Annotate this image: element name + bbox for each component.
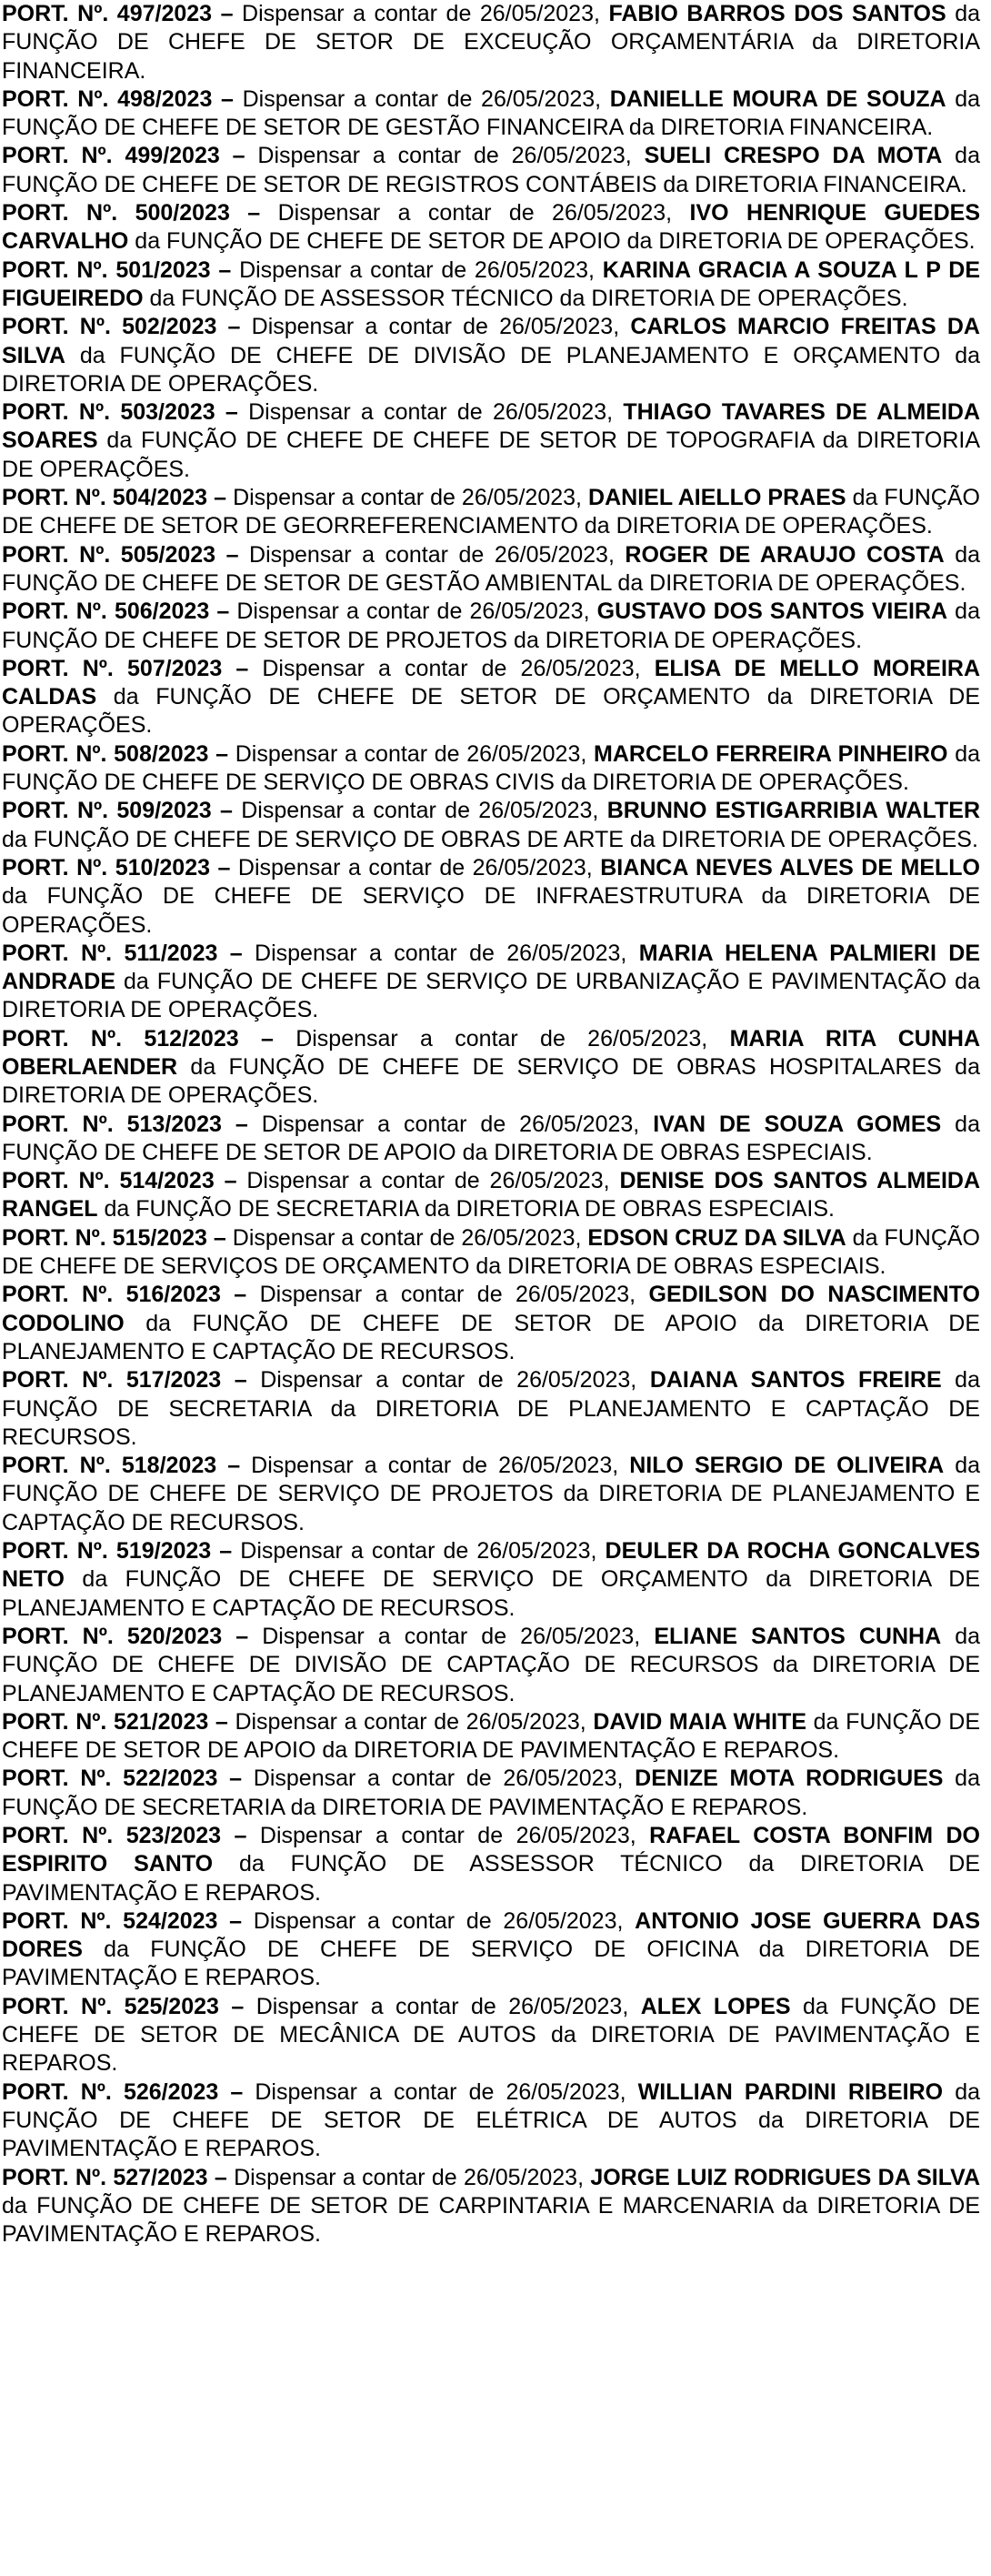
employee-name: IVO HENRIQUE GUEDES CARVALHO	[2, 200, 980, 255]
ordinance-role-text: da FUNÇÃO DE CHEFE DE SERVIÇOS DE ORÇAMENTO da DIRETORIA DE OBRAS ESPECIAIS.	[2, 1224, 981, 1280]
ordinance-number: PORT. Nº. 508/2023	[2, 740, 209, 767]
ordinance-action-text: Dispensar a contar de 26/05/2023,	[261, 1111, 654, 1137]
ordinance-role-text: da FUNÇÃO DE CHEFE DE SERVIÇO DE OBRAS CIVIS da DIRETORIA DE OPERAÇÕES.	[2, 740, 981, 796]
employee-name: DANIEL AIELLO PRAES	[588, 485, 846, 511]
ordinance-role-text: da FUNÇÃO DE CHEFE DE SERVIÇO DE INFRAESTRUTURA da DIRETORIA DE OPERAÇÕES.	[2, 883, 980, 938]
employee-name: EDSON CRUZ DA SILVA	[587, 1224, 846, 1251]
ordinance-action-text: Dispensar a contar de 26/05/2023,	[241, 798, 607, 824]
ordinance-entry	[2, 86, 980, 143]
employee-name: DENISE DOS SANTOS ALMEIDA RANGEL	[2, 1168, 981, 1223]
ordinance-role-text: da FUNÇÃO DE CHEFE DE SETOR DE PROJETOS da DIRETORIA DE OPERAÇÕES.	[2, 599, 980, 653]
ordinance-entry	[2, 1765, 980, 1822]
ordinance-number: PORT. Nº. 524/2023	[2, 1907, 218, 1934]
ordinance-entry	[2, 940, 980, 1025]
ordinance-dash: –	[214, 1168, 247, 1194]
ordinance-entry	[2, 655, 980, 740]
ordinance-role-text: da FUNÇÃO DE CHEFE DE SETOR DE APOIO da DIRETORIA DE OPERAÇÕES.	[128, 228, 976, 255]
ordinance-dash: –	[221, 1823, 260, 1848]
ordinance-entry	[2, 598, 980, 655]
ordinance-number: PORT. Nº. 522/2023	[2, 1766, 218, 1792]
employee-name: BRUNNO ESTIGARRIBIA WALTER	[606, 798, 981, 824]
ordinance-action-text: Dispensar a contar de 26/05/2023,	[249, 541, 626, 568]
ordinance-role-text: da FUNÇÃO DE CHEFE DE DIVISÃO DE PLANEJAMENTO E ORÇAMENTO da DIRETORIA DE OPERAÇÕES.	[2, 342, 980, 397]
ordinance-role-text: da FUNÇÃO DE CHEFE DE CHEFE DE SETOR DE TOPOGRAFIA da DIRETORIA DE OPERAÇÕES.	[2, 428, 980, 482]
ordinance-number: PORT. Nº. 506/2023	[2, 599, 210, 625]
employee-name: ANTONIO JOSE GUERRA DAS DORES	[2, 1907, 980, 1963]
employee-name: BIANCA NEVES ALVES DE MELLO	[600, 854, 981, 880]
ordinance-entry	[2, 854, 980, 940]
ordinance-role-text: da FUNÇÃO DE CHEFE DE SETOR DE GESTÃO FINANCEIRA da DIRETORIA FINANCEIRA.	[2, 86, 981, 141]
ordinance-entry	[2, 142, 980, 199]
ordinance-dash: –	[210, 257, 240, 283]
ordinance-number: PORT. Nº. 501/2023	[2, 257, 211, 283]
employee-name: RAFAEL COSTA BONFIM DO ESPIRITO SANTO	[2, 1823, 981, 1877]
ordinance-number: PORT. Nº. 512/2023	[2, 1025, 239, 1052]
ordinance-action-text: Dispensar a contar de 26/05/2023,	[251, 314, 631, 340]
ordinance-action-text: Dispensar a contar de 26/05/2023,	[236, 599, 597, 625]
ordinance-entry	[2, 2078, 980, 2164]
ordinance-action-text: Dispensar a contar de 26/05/2023,	[253, 1907, 636, 1934]
employee-name: DAIANA SANTOS FREIRE	[649, 1367, 942, 1394]
ordinance-role-text: da FUNÇÃO DE CHEFE DE SERVIÇO DE URBANIZAÇÃO E PAVIMENTAÇÃO da DIRETORIA DE OPERAÇÕES.	[2, 969, 980, 1023]
ordinance-role-text: da FUNÇÃO DE CHEFE DE SERVIÇO DE ORÇAMENTO da DIRETORIA DE PLANEJAMENTO E CAPTAÇÃO DE RECURSOS.	[2, 1566, 980, 1621]
ordinance-action-text: Dispensar a contar de 26/05/2023,	[246, 1168, 620, 1194]
ordinance-dash: –	[208, 1708, 235, 1735]
ordinance-action-text: Dispensar a contar de 26/05/2023,	[262, 1623, 655, 1649]
ordinance-dash: –	[207, 2164, 235, 2190]
ordinance-number: PORT. Nº. 510/2023	[2, 854, 211, 880]
ordinance-role-text: da FUNÇÃO DE CHEFE DE SETOR DE APOIO da DIRETORIA DE OBRAS ESPECIAIS.	[2, 1111, 980, 1165]
ordinance-role-text: da FUNÇÃO DE CHEFE DE SETOR DE CARPINTARIA E MARCENARIA da DIRETORIA DE PAVIMENTAÇÃO E REPAROS.	[2, 2192, 980, 2248]
ordinance-role-text: da FUNÇÃO DE CHEFE DE SETOR DE REGISTROS CONTÁBEIS da DIRETORIA FINANCEIRA.	[2, 143, 980, 197]
ordinance-action-text: Dispensar a contar de 26/05/2023,	[255, 1993, 641, 2019]
ordinance-dash: –	[229, 200, 278, 226]
ordinance-role-text: da FUNÇÃO DE CHEFE DE SETOR DE GEORREFERENCIAMENTO da DIRETORIA DE OPERAÇÕES.	[2, 485, 980, 539]
ordinance-entry	[2, 398, 980, 484]
ordinance-number: PORT. Nº. 516/2023	[2, 1282, 221, 1308]
ordinance-number: PORT. Nº. 518/2023	[2, 1453, 217, 1479]
ordinance-action-text: Dispensar a contar de 26/05/2023,	[242, 1, 609, 26]
ordinance-entry	[2, 1993, 980, 2078]
ordinance-role-text: da FUNÇÃO DE CHEFE DE SERVIÇO DE OBRAS DE ARTE da DIRETORIA DE OPERAÇÕES.	[2, 826, 978, 852]
ordinance-action-text: Dispensar a contar de 26/05/2023,	[259, 1282, 649, 1308]
ordinance-action-text: Dispensar a contar de 26/05/2023,	[277, 200, 690, 226]
employee-name: CARLOS MARCIO FREITAS DA SILVA	[2, 314, 980, 368]
ordinance-role-text: da FUNÇÃO DE CHEFE DE SERVIÇO DE PROJETOS da DIRETORIA DE PLANEJAMENTO E CAPTAÇÃO DE RECURSOS.	[2, 1453, 981, 1535]
ordinance-dash: –	[209, 599, 237, 625]
ordinance-action-text: Dispensar a contar de 26/05/2023,	[255, 2078, 638, 2105]
ordinance-dash: –	[211, 1538, 241, 1565]
ordinance-dash: –	[215, 541, 250, 568]
ordinance-number: PORT. Nº. 499/2023	[2, 143, 220, 169]
ordinance-entry	[2, 313, 980, 398]
ordinance-number: PORT. Nº. 520/2023	[2, 1623, 223, 1649]
ordinance-action-text: Dispensar a contar de 26/05/2023,	[233, 485, 589, 511]
employee-name: IVAN DE SOUZA GOMES	[653, 1111, 942, 1137]
ordinance-number: PORT. Nº. 525/2023	[2, 1993, 219, 2019]
employee-name: MARIA HELENA PALMIERI DE ANDRADE	[2, 940, 980, 995]
ordinance-number: PORT. Nº. 523/2023	[2, 1823, 222, 1848]
ordinance-action-text: Dispensar a contar de 26/05/2023,	[237, 854, 601, 880]
ordinance-role-text: da FUNÇÃO DE ASSESSOR TÉCNICO da DIRETORIA DE PAVIMENTAÇÃO E REPAROS.	[2, 1851, 981, 1906]
ordinance-dash: –	[221, 1111, 262, 1137]
ordinance-action-text: Dispensar a contar de 26/05/2023,	[259, 1823, 650, 1848]
ordinance-action-text: Dispensar a contar de 26/05/2023,	[260, 1367, 650, 1394]
ordinance-number: PORT. Nº. 519/2023	[2, 1538, 212, 1565]
ordinance-dash: –	[217, 940, 255, 966]
employee-name: JORGE LUIZ RODRIGUES DA SILVA	[590, 2164, 981, 2190]
employee-name: DENIZE MOTA RODRIGUES	[635, 1766, 944, 1792]
ordinance-action-text: Dispensar a contar de 26/05/2023,	[235, 1708, 594, 1735]
ordinance-action-text: Dispensar a contar de 26/05/2023,	[295, 1025, 730, 1052]
ordinance-dash: –	[218, 1993, 256, 2019]
ordinance-entry	[2, 1623, 980, 1708]
ordinance-dash: –	[216, 314, 252, 340]
ordinance-dash: –	[219, 143, 258, 169]
ordinance-entry	[2, 257, 980, 314]
ordinance-role-text: da FUNÇÃO DE SECRETARIA da DIRETORIA DE OBRAS ESPECIAIS.	[97, 1196, 835, 1223]
ordinance-dash: –	[216, 1453, 252, 1479]
ordinance-entry	[2, 199, 980, 257]
ordinance-action-text: Dispensar a contar de 26/05/2023,	[240, 1538, 606, 1565]
ordinance-role-text: da FUNÇÃO DE CHEFE DE SETOR DE ORÇAMENTO da DIRETORIA DE OPERAÇÕES.	[2, 684, 980, 739]
ordinance-number: PORT. Nº. 502/2023	[2, 314, 217, 340]
ordinance-role-text: da FUNÇÃO DE CHEFE DE SETOR DE EXCEUÇÃO ORÇAMENTÁRIA da DIRETORIA FINANCEIRA.	[2, 1, 981, 84]
ordinance-role-text: da FUNÇÃO DE SECRETARIA da DIRETORIA DE PLANEJAMENTO E CAPTAÇÃO DE RECURSOS.	[2, 1367, 980, 1450]
ordinance-number: PORT. Nº. 498/2023	[2, 86, 213, 112]
ordinance-dash: –	[220, 1282, 260, 1308]
ordinance-entry	[2, 541, 980, 599]
ordinance-dash: –	[212, 1, 243, 26]
ordinance-dash: –	[217, 1907, 254, 1934]
employee-name: ALEX LOPES	[640, 1993, 791, 2019]
ordinance-number: PORT. Nº. 500/2023	[2, 200, 230, 226]
ordinance-action-text: Dispensar a contar de 26/05/2023,	[251, 1453, 630, 1479]
ordinance-number: PORT. Nº. 511/2023	[2, 940, 218, 966]
ordinance-dash: –	[215, 399, 249, 426]
employee-name: THIAGO TAVARES DE ALMEIDA SOARES	[2, 399, 980, 454]
ordinance-number: PORT. Nº. 521/2023	[2, 1708, 209, 1735]
ordinance-action-text: Dispensar a contar de 26/05/2023,	[255, 940, 639, 966]
ordinance-role-text: da FUNÇÃO DE CHEFE DE DIVISÃO DE CAPTAÇÃO DE RECURSOS da DIRETORIA DE PLANEJAMENTO E CAPTAÇÃO DE RECURSOS.	[2, 1623, 980, 1706]
employee-name: WILLIAN PARDINI RIBEIRO	[637, 2078, 944, 2105]
ordinance-entry	[2, 1907, 980, 1993]
ordinance-dash: –	[218, 2078, 255, 2105]
ordinance-dash: –	[238, 1025, 296, 1052]
ordinance-entry	[2, 1111, 980, 1168]
ordinance-action-text: Dispensar a contar de 26/05/2023,	[235, 740, 595, 767]
employee-name: FABIO BARROS DOS SANTOS	[608, 1, 946, 26]
ordinance-entry	[2, 1366, 980, 1452]
employee-name: ELIANE SANTOS CUNHA	[654, 1623, 942, 1649]
ordinance-action-text: Dispensar a contar de 26/05/2023,	[257, 143, 645, 169]
ordinance-role-text: da FUNÇÃO DE SECRETARIA da DIRETORIA DE PAVIMENTAÇÃO E REPAROS.	[2, 1766, 980, 1820]
ordinance-dash: –	[206, 1224, 233, 1251]
employee-name: ELISA DE MELLO MOREIRA CALDAS	[2, 655, 981, 710]
ordinance-entry	[2, 740, 980, 798]
ordinance-entry	[2, 1822, 980, 1907]
ordinance-action-text: Dispensar a contar de 26/05/2023,	[239, 257, 603, 283]
ordinance-entry	[2, 1281, 980, 1366]
ordinance-entry	[2, 1224, 980, 1282]
ordinance-number: PORT. Nº. 513/2023	[2, 1111, 222, 1137]
ordinance-action-text: Dispensar a contar de 26/05/2023,	[248, 399, 624, 426]
ordinance-role-text: da FUNÇÃO DE CHEFE DE SETOR DE APOIO da DIRETORIA DE PAVIMENTAÇÃO E REPAROS.	[2, 1708, 980, 1764]
ordinance-number: PORT. Nº. 515/2023	[2, 1224, 207, 1251]
ordinance-entry	[2, 1537, 980, 1623]
ordinance-entry	[2, 797, 980, 854]
ordinance-action-text: Dispensar a contar de 26/05/2023,	[262, 655, 655, 681]
ordinance-number: PORT. Nº. 514/2023	[2, 1168, 215, 1194]
ordinance-role-text: da FUNÇÃO DE CHEFE DE SETOR DE MECÂNICA DE AUTOS da DIRETORIA DE PAVIMENTAÇÃO E REPAROS.	[2, 1993, 980, 2077]
employee-name: NILO SERGIO DE OLIVEIRA	[629, 1453, 945, 1479]
ordinance-entry	[2, 1452, 980, 1537]
ordinance-entry	[2, 1025, 980, 1111]
ordinance-dash: –	[207, 485, 234, 511]
employee-name: DANIELLE MOURA DE SOUZA	[609, 86, 946, 112]
employee-name: ROGER DE ARAUJO COSTA	[625, 541, 945, 568]
ordinance-entry	[2, 0, 980, 86]
ordinance-entry	[2, 484, 980, 541]
employee-name: DAVID MAIA WHITE	[593, 1708, 807, 1735]
ordinance-number: PORT. Nº. 503/2023	[2, 399, 215, 426]
ordinance-action-text: Dispensar a contar de 26/05/2023,	[242, 86, 610, 112]
ordinance-dash: –	[221, 1367, 261, 1394]
ordinance-dash: –	[217, 1766, 254, 1792]
ordinance-number: PORT. Nº. 527/2023	[2, 2164, 208, 2190]
employee-name: DEULER DA ROCHA GONCALVES NETO	[2, 1538, 981, 1593]
ordinance-role-text: da FUNÇÃO DE CHEFE DE SETOR DE GESTÃO AMBIENTAL da DIRETORIA DE OPERAÇÕES.	[2, 541, 980, 596]
ordinance-entry	[2, 1167, 980, 1224]
ordinance-action-text: Dispensar a contar de 26/05/2023,	[234, 2164, 591, 2190]
employee-name: GEDILSON DO NASCIMENTO CODOLINO	[2, 1282, 981, 1336]
ordinance-role-text: da FUNÇÃO DE CHEFE DE SETOR DE APOIO da DIRETORIA DE PLANEJAMENTO E CAPTAÇÃO DE RECURSOS.	[2, 1310, 980, 1364]
ordinance-role-text: da FUNÇÃO DE CHEFE DE SETOR DE ELÉTRICA DE AUTOS da DIRETORIA DE PAVIMENTAÇÃO E REPAROS.	[2, 2078, 980, 2162]
employee-name: MARCELO FERREIRA PINHEIRO	[594, 740, 948, 767]
ordinance-role-text: da FUNÇÃO DE ASSESSOR TÉCNICO da DIRETORIA DE OPERAÇÕES.	[143, 285, 908, 311]
ordinance-number: PORT. Nº. 504/2023	[2, 485, 208, 511]
ordinance-dash: –	[208, 740, 235, 767]
ordinance-number: PORT. Nº. 505/2023	[2, 541, 216, 568]
ordinance-action-text: Dispensar a contar de 26/05/2023,	[253, 1766, 636, 1792]
ordinance-dash: –	[211, 798, 242, 824]
ordinance-number: PORT. Nº. 517/2023	[2, 1367, 222, 1394]
ordinance-action-text: Dispensar a contar de 26/05/2023,	[232, 1224, 588, 1251]
ordinance-number: PORT. Nº. 497/2023	[2, 1, 213, 26]
ordinance-entry	[2, 1708, 980, 1766]
employee-name: KARINA GRACIA A SOUZA L P DE FIGUEIREDO	[2, 257, 981, 311]
ordinance-number: PORT. Nº. 507/2023	[2, 655, 223, 681]
ordinance-role-text: da FUNÇÃO DE CHEFE DE SERVIÇO DE OBRAS HOSPITALARES da DIRETORIA DE OPERAÇÕES.	[2, 1053, 980, 1109]
ordinance-entry	[2, 2164, 980, 2249]
employee-name: GUSTAVO DOS SANTOS VIEIRA	[596, 599, 948, 625]
ordinance-dash: –	[222, 1623, 263, 1649]
employee-name: SUELI CRESPO DA MOTA	[644, 143, 943, 169]
ordinance-number: PORT. Nº. 509/2023	[2, 798, 212, 824]
employee-name: MARIA RITA CUNHA OBERLAENDER	[2, 1025, 981, 1080]
ordinance-role-text: da FUNÇÃO DE CHEFE DE SERVIÇO DE OFICINA da DIRETORIA DE PAVIMENTAÇÃO E REPAROS.	[2, 1937, 980, 1991]
ordinance-dash: –	[222, 655, 263, 681]
ordinance-number: PORT. Nº. 526/2023	[2, 2078, 219, 2105]
ordinance-dash: –	[212, 86, 243, 112]
ordinance-dash: –	[210, 854, 238, 880]
